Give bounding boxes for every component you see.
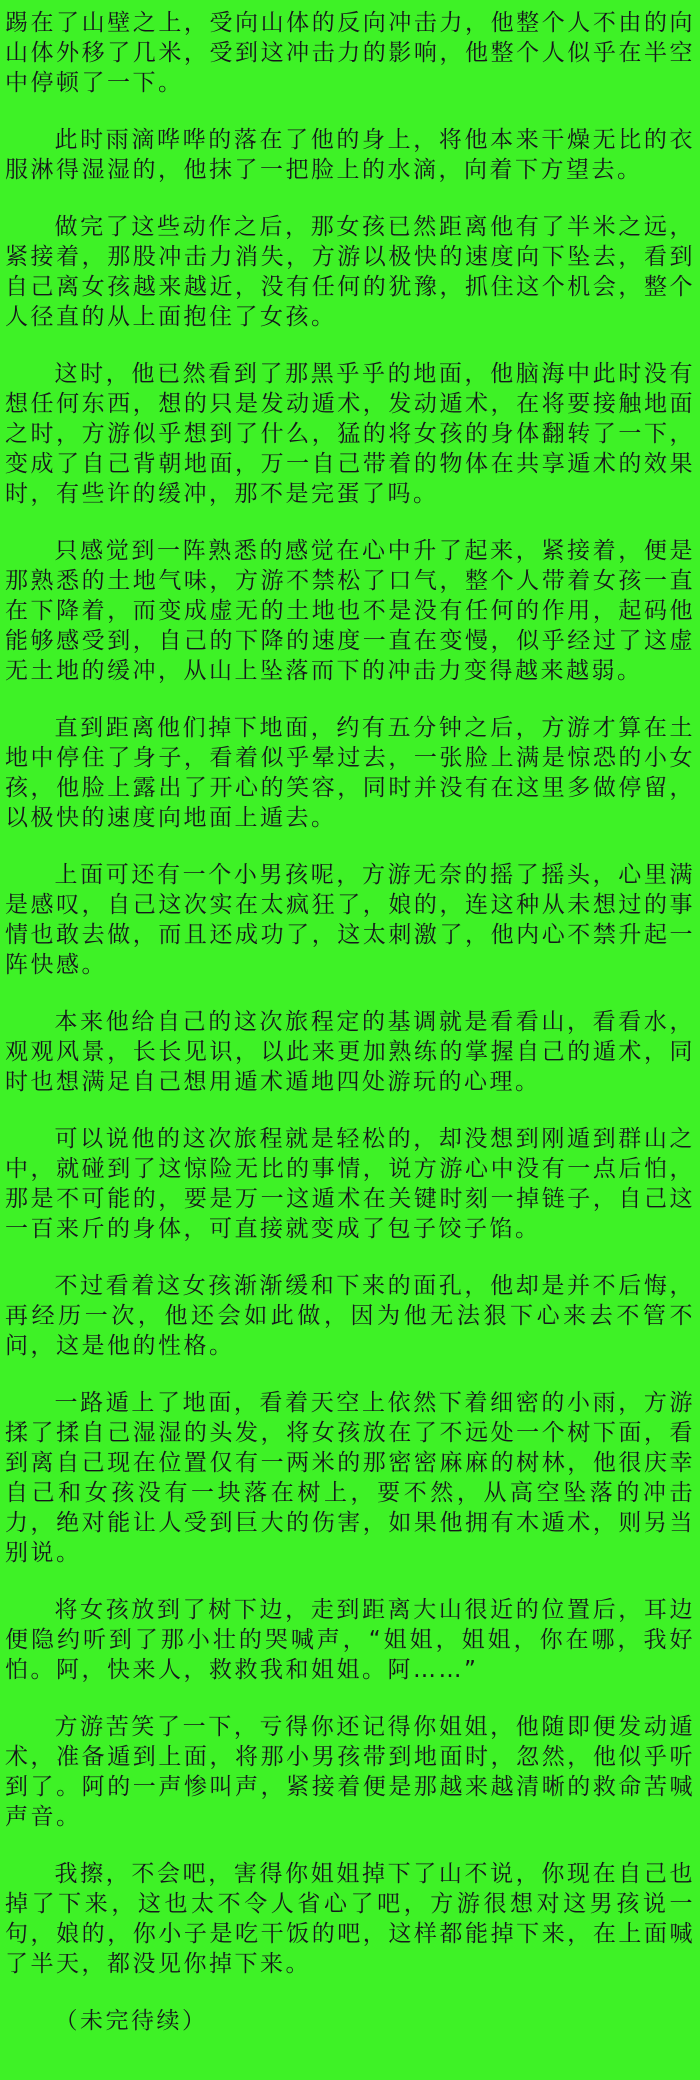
paragraph: 本来他给自己的这次旅程定的基调就是看看山，看看水，观观风景，长长见识，以此来更加熟练的掌握自己的遁术，同时也想满足自己想用遁术遁地四处游玩的心理。 — [5, 1009, 695, 1095]
paragraph: 一路遁上了地面，看着天空上依然下着细密的小雨，方游揉了揉自己湿湿的头发，将女孩放在了不远处一个树下面，看到离自己现在位置仅有一两米的那密密麻麻的树林，他很庆幸自己和女孩没有一块落在树上，要不然，从高空坠落的冲击力，绝对能让人受到巨大的伤害，如果他拥有木遁术，则另当别说。 — [5, 1390, 695, 1566]
paragraph: 此时雨滴哗哗的落在了他的身上，将他本来干燥无比的衣服淋得湿湿的，他抹了一把脸上的水滴，向着下方望去。 — [5, 127, 695, 183]
paragraph: 踢在了山壁之上，受向山体的反向冲击力，他整个人不由的向山体外移了几米，受到这冲击力的影响，他整个人似乎在半空中停顿了一下。 — [5, 10, 695, 96]
paragraph: 我擦，不会吧，害得你姐姐掉下了山不说，你现在自己也掉了下来，这也太不令人省心了吧，方游很想对这男孩说一句，娘的，你小子是吃干饭的吧，这样都能掉下来，在上面喊了半天，都没见你掉下来。 — [5, 1861, 695, 1977]
paragraph: 只感觉到一阵熟悉的感觉在心中升了起来，紧接着，便是那熟悉的土地气味，方游不禁松了口气，整个人带着女孩一直在下降着，而变成虚无的土地也不是没有任何的作用，起码他能够感受到，自己的下降的速度一直在变慢，似乎经过了这虚无土地的缓冲，从山上坠落而下的冲击力变得越来越弱。 — [5, 538, 695, 684]
paragraph: 不过看着这女孩渐渐缓和下来的面孔，他却是并不后悔，再经历一次，他还会如此做，因为他无法狠下心来去不管不问，这是他的性格。 — [5, 1273, 695, 1359]
paragraph: 将女孩放到了树下边，走到距离大山很近的位置后，耳边便隐约听到了那小壮的哭喊声，“姐姐，姐姐，你在哪，我好怕。阿，快来人，救救我和姐姐。阿……” — [5, 1597, 695, 1683]
paragraph: 上面可还有一个小男孩呢，方游无奈的摇了摇头，心里满是感叹，自己这次实在太疯狂了，娘的，连这种从未想过的事情也敢去做，而且还成功了，这太刺激了，他内心不禁升起一阵快感。 — [5, 862, 695, 978]
paragraph: 这时，他已然看到了那黑乎乎的地面，他脑海中此时没有想任何东西，想的只是发动遁术，发动遁术，在将要接触地面之时，方游似乎想到了什么，猛的将女孩的身体翻转了一下，变成了自己背朝地面，万一自己带着的物体在共享遁术的效果时，有些许的缓冲，那不是完蛋了吗。 — [5, 361, 695, 507]
paragraph: 方游苦笑了一下，亏得你还记得你姐姐，他随即便发动遁术，准备遁到上面，将那小男孩带到地面时，忽然，他似乎听到了。阿的一声惨叫声，紧接着便是那越来越清晰的救命苦喊声音。 — [5, 1714, 695, 1830]
paragraph: 直到距离他们掉下地面，约有五分钟之后，方游才算在土地中停住了身子，看着似乎晕过去，一张脸上满是惊恐的小女孩，他脸上露出了开心的笑容，同时并没有在这里多做停留，以极快的速度向地面上遁去。 — [5, 715, 695, 831]
paragraph: 做完了这些动作之后，那女孩已然距离他有了半米之远，紧接着，那股冲击力消失，方游以极快的速度向下坠去，看到自己离女孩越来越近，没有任何的犹豫，抓住这个机会，整个人径直的从上面抱住了女孩。 — [5, 214, 695, 330]
paragraph: 可以说他的这次旅程就是轻松的，却没想到刚遁到群山之中，就碰到了这惊险无比的事情，说方游心中没有一点后怕，那是不可能的，要是万一这遁术在关键时刻一掉链子，自己这一百来斤的身体，可直接就变成了包子饺子馅。 — [5, 1126, 695, 1242]
to-be-continued-note: （未完待续） — [54, 2008, 208, 2034]
